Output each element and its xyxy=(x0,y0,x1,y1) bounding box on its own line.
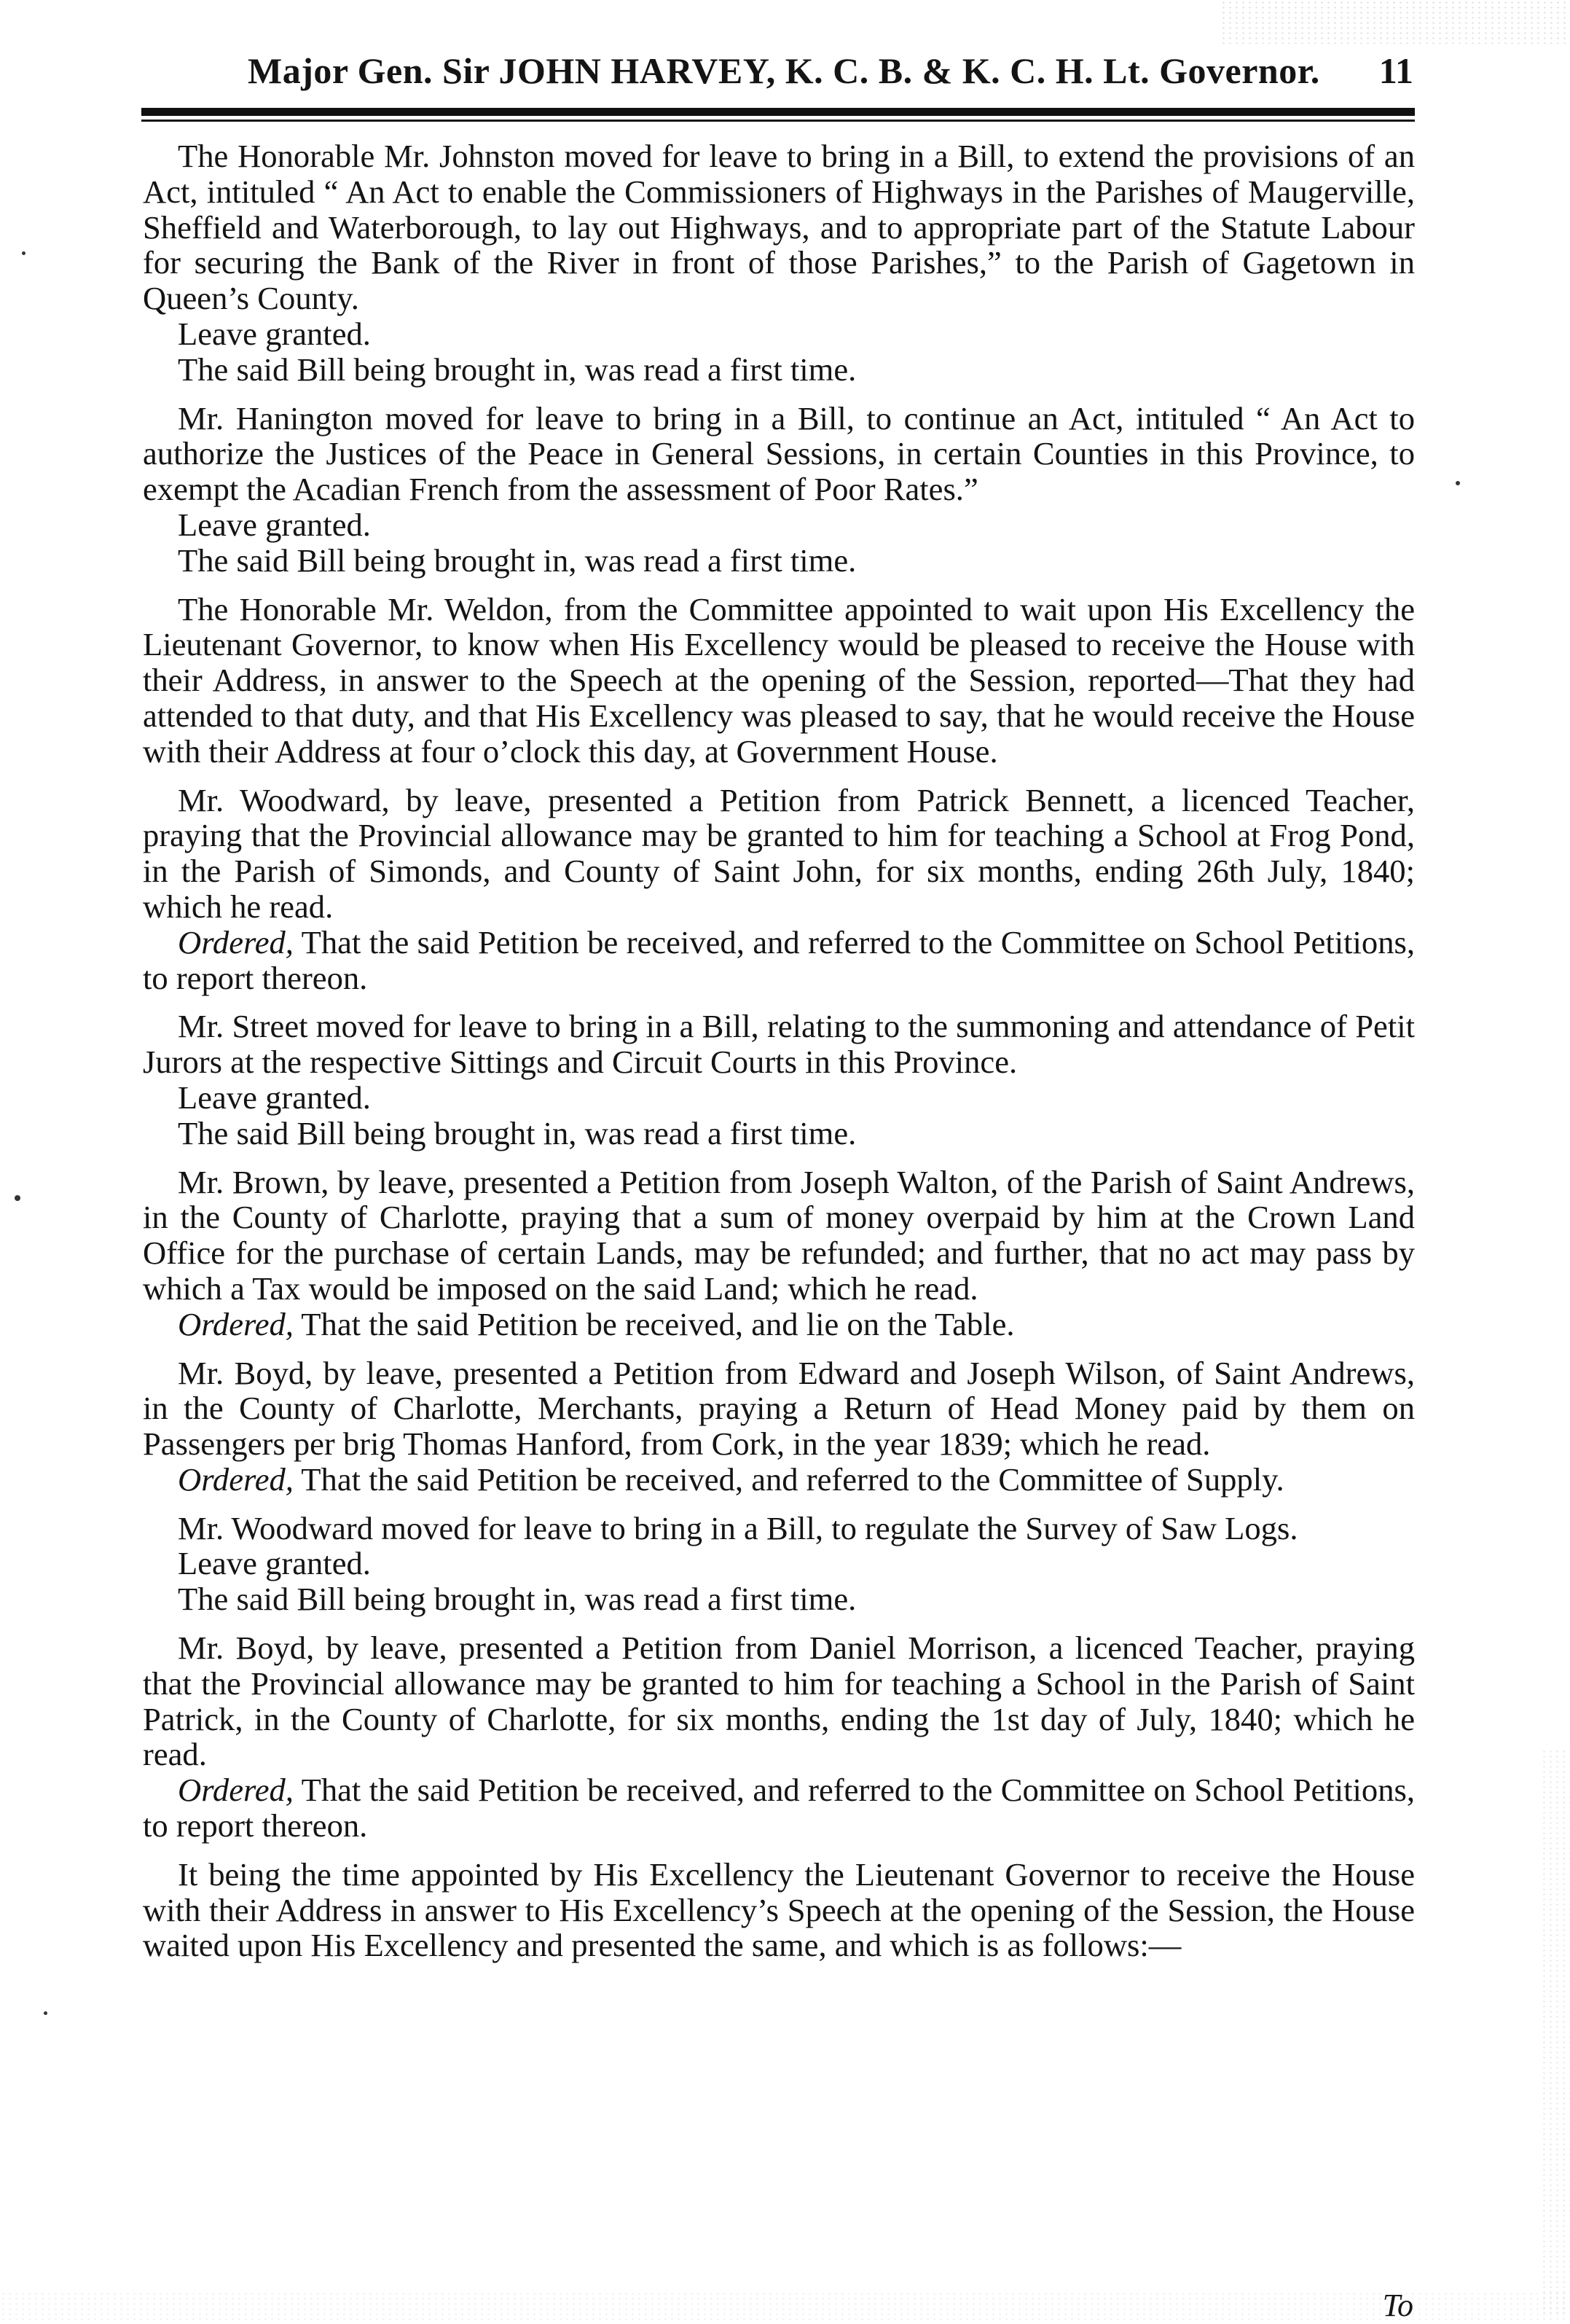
ordered-clause xyxy=(143,925,1415,996)
scan-speck xyxy=(15,1195,20,1201)
scan-noise-bottom xyxy=(0,2291,1570,2320)
scan-noise-top xyxy=(1220,0,1570,44)
ordered-clause xyxy=(143,1462,1415,1498)
scan-noise-side xyxy=(1541,1749,1570,2317)
leave-granted: Leave granted. xyxy=(178,1545,371,1582)
bill-first-reading: The said Bill being brought in, was read a first time. xyxy=(178,1581,857,1618)
header-rule-thick xyxy=(141,108,1415,116)
header-title: Major Gen. Sir JOHN HARVEY, K. C. B. & K. C. H. Lt. Governor. xyxy=(248,50,1320,91)
journal-body xyxy=(143,138,1415,1976)
scan-speck xyxy=(1456,481,1460,485)
leave-granted: Leave granted. xyxy=(178,1079,371,1116)
leave-granted: Leave granted. xyxy=(178,315,371,352)
ordered-text: That the said Petition be received, and lie on the Table. xyxy=(293,1305,1015,1342)
paragraph-street-motion: Mr. Street moved for leave to bring in a Bill, relating to the summoning and attendance of Petit Jurors at the respective Sittings and Circuit Courts in this Province. xyxy=(143,1008,1415,1081)
bill-first-reading: The said Bill being brought in, was read a first time. xyxy=(178,1114,857,1151)
bill-first-reading: The said Bill being brought in, was read a first time. xyxy=(178,351,857,388)
ordered-clause xyxy=(143,1772,1415,1844)
ordered-clause xyxy=(143,1307,1415,1342)
scan-speck xyxy=(22,251,25,255)
bill-first-reading: The said Bill being brought in, was read a first time. xyxy=(178,541,857,579)
paragraph-weldon-report: The Honorable Mr. Weldon, from the Committee appointed to wait upon His Excellency the Lieutenant Governor, to know when His Excellency would be pleased to receive the House with their Address, in answer to the Speech at the opening of the Session, reported—That they had attended to that duty, and that His Excellency was pleased to say, that he would receive the House with their Address at four o’clock this day, at Government House. xyxy=(143,590,1415,770)
paragraph-brown-petition: Mr. Brown, by leave, presented a Petition from Joseph Walton, of the Parish of Saint Andrews, in the County of Charlotte, praying that a sum of money overpaid by him at the Crown Land Office for the purchase of certain Lands, may be refunded; and further, that no act may pass by which a Tax would be imposed on the said Land; which he read. xyxy=(143,1163,1415,1307)
paragraph-hanington-motion: Mr. Hanington moved for leave to bring in a Bill, to continue an Act, intituled “ An Act to authorize the Justices of the Peace in General Sessions, in certain Counties in this Province, to exempt the Acadian French from the assessment of Poor Rates.” xyxy=(143,399,1415,508)
ordered-text: That the said Petition be received, and referred to the Committee on School Petitions, to report thereon. xyxy=(143,1772,1415,1844)
leave-granted: Leave granted. xyxy=(178,506,371,543)
paragraph-address-presentation: It being the time appointed by His Excellency the Lieutenant Governor to receive the House with their Address in answer to His Excellency’s Speech at the opening of the Session, the House waited upon His Excellency and presented the same, and which is as follows:— xyxy=(143,1855,1415,1964)
paragraph-johnston-motion: The Honorable Mr. Johnston moved for leave to bring in a Bill, to extend the provisions of an Act, intituled “ An Act to enable the Commissioners of Highways in the Parishes of Maugerville, Sheffield and Waterborough, to lay out Highways, and to appropriate part of the Statute Labour for securing the Bank of the River in front of those Parishes,” to the Parish of Gagetown in Queen’s County. xyxy=(143,138,1415,317)
ordered-word: Ordered, xyxy=(178,1772,294,1809)
ordered-word: Ordered, xyxy=(178,923,294,960)
page-number: 11 xyxy=(1378,50,1413,91)
ordered-text: That the said Petition be received, and referred to the Committee of Supply. xyxy=(293,1460,1284,1498)
ordered-word: Ordered, xyxy=(178,1460,294,1498)
paragraph-woodward-petition: Mr. Woodward, by leave, presented a Petition from Patrick Bennett, a licenced Teacher, praying that the Provincial allowance may be granted to him for teaching a School at Frog Pond, in the Parish of Simonds, and County of Saint John, for six months, ending 26th July, 1840; which he read. xyxy=(143,781,1415,925)
ordered-word: Ordered, xyxy=(178,1305,294,1342)
paragraph-woodward-saw-logs: Mr. Woodward moved for leave to bring in a Bill, to regulate the Survey of Saw Logs. xyxy=(178,1509,1298,1546)
paragraph-boyd-wilson-petition: Mr. Boyd, by leave, presented a Petition from Edward and Joseph Wilson, of Saint Andrews, in the County of Charlotte, Merchants, praying a Return of Head Money paid by them on Passengers per brig Thomas Hanford, from Cork, in the year 1839; which he read. xyxy=(143,1354,1415,1463)
ordered-text: That the said Petition be received, and referred to the Committee on School Petitions, to report thereon. xyxy=(143,923,1415,996)
running-header xyxy=(248,50,1413,101)
scan-speck xyxy=(44,2011,47,2015)
header-rule-thin xyxy=(141,120,1415,122)
catchword: To xyxy=(1382,2288,1413,2323)
paragraph-boyd-morrison-petition: Mr. Boyd, by leave, presented a Petition from Daniel Morrison, a licenced Teacher, praying that the Provincial allowance may be granted to him for teaching a School in the Parish of Saint Patrick, in the County of Charlotte, for six months, ending the 1st day of July, 1840; which he read. xyxy=(143,1629,1415,1773)
